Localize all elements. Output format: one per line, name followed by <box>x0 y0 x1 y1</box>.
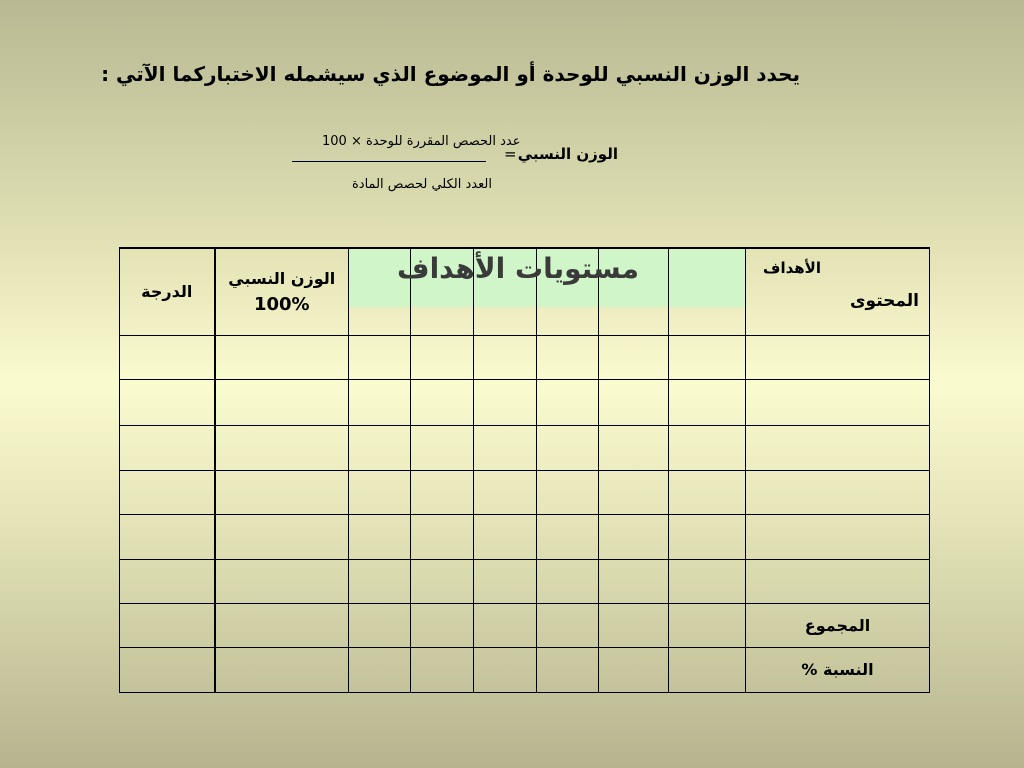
table-cell[interactable] <box>120 379 215 425</box>
table-cell[interactable] <box>599 603 669 647</box>
table-cell[interactable] <box>120 425 215 470</box>
objectives-label: الأهداف <box>763 259 821 277</box>
table-cell[interactable] <box>669 470 746 514</box>
table-cell[interactable] <box>537 603 599 647</box>
table-cell[interactable] <box>669 425 746 470</box>
table-cell[interactable] <box>599 559 669 603</box>
table-cell[interactable] <box>669 559 746 603</box>
table-cell[interactable] <box>349 425 411 470</box>
table-cell[interactable] <box>537 470 599 514</box>
table-row <box>120 425 930 470</box>
table-cell[interactable] <box>411 335 474 379</box>
table-cell[interactable] <box>599 335 669 379</box>
table-row <box>120 335 930 379</box>
table-cell[interactable] <box>474 559 537 603</box>
percent-label: النسبة % <box>746 647 930 692</box>
relative-weight-formula <box>280 128 640 198</box>
relative-weight-header-percent: 100% <box>253 293 310 315</box>
table-cell[interactable] <box>669 647 746 692</box>
table-cell[interactable] <box>474 379 537 425</box>
percent-row <box>120 647 930 692</box>
table-cell[interactable] <box>599 647 669 692</box>
table-cell[interactable] <box>537 379 599 425</box>
table-cell[interactable] <box>669 335 746 379</box>
table-cell[interactable] <box>120 647 215 692</box>
table-cell[interactable] <box>746 379 930 425</box>
slide-heading: يحدد الوزن النسبي للوحدة أو الموضوع الذي سيشمله الاختباركما الآتي : <box>101 62 800 86</box>
table-cell[interactable] <box>537 425 599 470</box>
table-cell[interactable] <box>746 514 930 559</box>
table-cell[interactable] <box>474 603 537 647</box>
table-cell[interactable] <box>215 514 349 559</box>
table-cell[interactable] <box>349 514 411 559</box>
table-cell[interactable] <box>215 425 349 470</box>
table-cell[interactable] <box>537 647 599 692</box>
table-cell[interactable] <box>215 559 349 603</box>
table-cell[interactable] <box>474 470 537 514</box>
table-cell[interactable] <box>746 470 930 514</box>
formula-denominator: العدد الكلي لحصص المادة <box>352 177 492 192</box>
table-cell[interactable] <box>474 514 537 559</box>
table-cell[interactable] <box>120 514 215 559</box>
formula-label: الوزن النسبي <box>517 145 618 163</box>
objective-levels-header: مستويات الأهداف <box>397 252 639 285</box>
table-cell[interactable] <box>599 379 669 425</box>
table-cell[interactable] <box>411 514 474 559</box>
table-cell[interactable] <box>746 559 930 603</box>
table-row <box>120 470 930 514</box>
table-row <box>120 559 930 603</box>
table-cell[interactable] <box>537 335 599 379</box>
formula-equals: = <box>504 145 517 163</box>
specification-table <box>119 247 930 693</box>
table-cell[interactable] <box>411 603 474 647</box>
table-cell[interactable] <box>474 647 537 692</box>
relative-weight-header-text: الوزن النسبي <box>228 268 336 288</box>
table-cell[interactable] <box>349 647 411 692</box>
table-cell[interactable] <box>669 379 746 425</box>
table-cell[interactable] <box>669 603 746 647</box>
table-cell[interactable] <box>599 470 669 514</box>
content-objectives-header <box>746 248 930 335</box>
table-cell[interactable] <box>599 425 669 470</box>
table-cell[interactable] <box>746 335 930 379</box>
table-cell[interactable] <box>349 470 411 514</box>
table-cell[interactable] <box>215 335 349 379</box>
table-cell[interactable] <box>537 559 599 603</box>
fraction-line <box>292 161 486 162</box>
table-cell[interactable] <box>474 335 537 379</box>
grade-header: الدرجة <box>120 248 215 335</box>
table-cell[interactable] <box>599 514 669 559</box>
table-cell[interactable] <box>120 559 215 603</box>
table-cell[interactable] <box>411 559 474 603</box>
table-cell[interactable] <box>120 603 215 647</box>
table-cell[interactable] <box>411 379 474 425</box>
table-cell[interactable] <box>120 470 215 514</box>
table-cell[interactable] <box>120 335 215 379</box>
table-cell[interactable] <box>215 379 349 425</box>
table-cell[interactable] <box>474 425 537 470</box>
table-cell[interactable] <box>349 559 411 603</box>
total-label: المجموع <box>746 603 930 647</box>
formula-numerator: عدد الحصص المقررة للوحدة × 100 <box>322 134 521 149</box>
table-cell[interactable] <box>411 425 474 470</box>
table-cell[interactable] <box>411 647 474 692</box>
content-label: المحتوى <box>849 291 919 311</box>
table-cell[interactable] <box>411 470 474 514</box>
table-cell[interactable] <box>215 647 349 692</box>
table-cell[interactable] <box>669 514 746 559</box>
table-cell[interactable] <box>349 603 411 647</box>
table-cell[interactable] <box>215 603 349 647</box>
table-cell[interactable] <box>215 470 349 514</box>
table-cell[interactable] <box>349 335 411 379</box>
total-row <box>120 603 930 647</box>
table-row <box>120 514 930 559</box>
table-cell[interactable] <box>746 425 930 470</box>
table-cell[interactable] <box>349 379 411 425</box>
table-cell[interactable] <box>537 514 599 559</box>
table-row <box>120 379 930 425</box>
